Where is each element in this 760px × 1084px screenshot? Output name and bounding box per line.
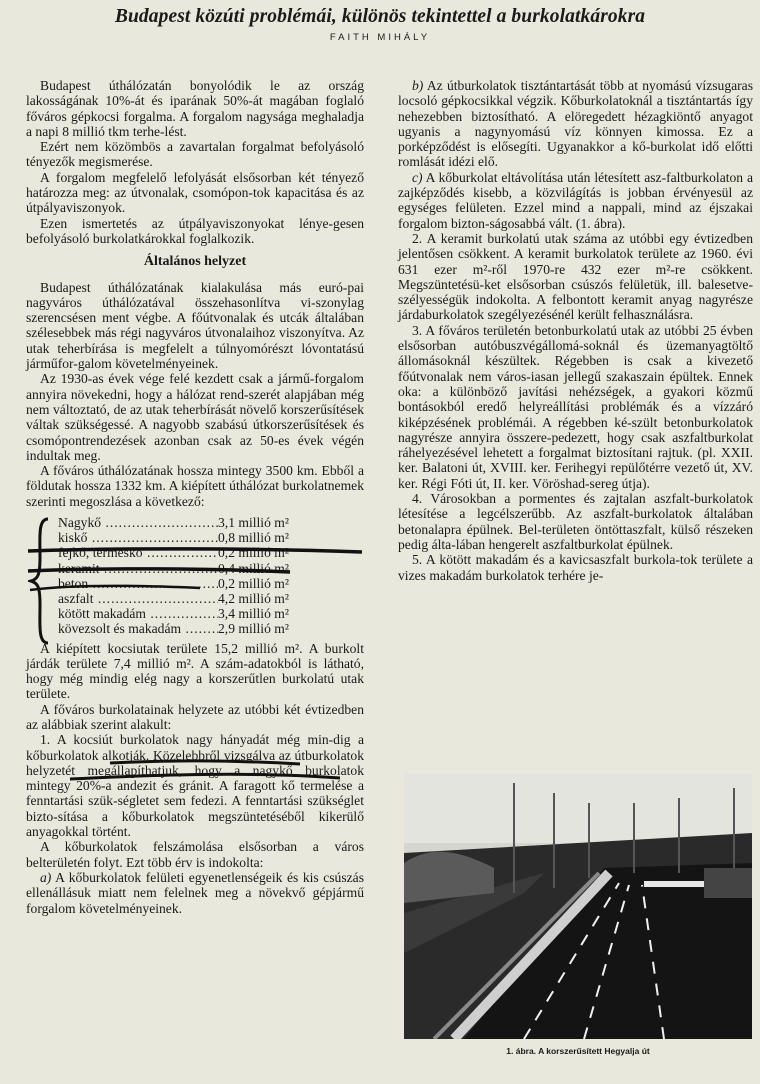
paragraph: A kőburkolatok felszámolása elsősorban a város belterületén folyt. Ezt több érv is indokolta: bbox=[26, 839, 364, 870]
paragraph: 2. A keramit burkolatú utak száma az utóbbi egy évtizedben jelentősen csökkent. A keramit burkolatok területe az 1960. évi 631 ezer m²-ről 1970-re 432 ezer m²-re csökkent. Megszüntetésü-ket elsősorban csúszós felületük, ill. balesetve-szélyességük indokolta. A felbontott keramit anyag nagyrésze járdaburkolatok szegélyezésénél került felhasználásra. bbox=[398, 230, 753, 323]
left-column bbox=[26, 78, 364, 916]
list-item: beton ..... 0,2 millió m² bbox=[58, 576, 364, 591]
paragraph: c) A kőburkolat eltávolítása után létesített asz-faltburkolaton a zajképződés kisebb, a közvilágítás is jobban érvényesül az egységes felületen. Ezzel mind a nappali, mind az éjszakai forgalom bizton-ságosabbá vált. (1. ábra). bbox=[398, 169, 753, 231]
list-item: kötött makadám ..... 3,4 millió m² bbox=[58, 606, 364, 621]
paragraph: A forgalom megfelelő lefolyását elsősorban két tényező határozza meg: az útvonalak, csomópon-tok kapacitása és az útpályaviszonyok. bbox=[26, 169, 364, 216]
paragraph: A kiépített kocsiutak területe 15,2 millió m². A burkolt járdák területe 7,4 millió m². A szám-adatokból is látható, hogy még mindig elég nagy a korszerűtlen burkolatú utak területe. bbox=[26, 640, 364, 702]
paragraph: Az 1930-as évek vége felé kezdett csak a jármű-forgalom annyira növekedni, hogy a hálózat rend-szerét alapjában még nem változtató, de az utak teherbírását növelő korszerűsítések váltak szükségessé. A nagyobb szabású útkorszerűsítések és csomópontrendezések azonban csak az 50-es évek végén indultak meg. bbox=[26, 371, 364, 463]
road-photo bbox=[404, 773, 752, 1039]
paragraph: a) A kőburkolatok felületi egyenetlenségeik és kis csúszás ellenállásuk miatt nem felelnek meg a növekvő gépjármű forgalom követelményeinek. bbox=[26, 869, 364, 916]
list-item: keramit ..... 0,4 millió m² bbox=[58, 561, 364, 576]
paragraph: Budapest úthálózatán bonyolódik le az ország lakosságának 10%-át és iparának 50%-át magában foglaló főváros gépkocsi forgalma. A forgalom nagysága meghaladja a napi 8 millió tkm terhe-lést. bbox=[26, 78, 364, 139]
section-heading: Általános helyzet bbox=[143, 254, 247, 270]
author-name: FAITH MIHÁLY bbox=[329, 32, 431, 43]
list-item: aszfalt ..... 4,2 millió m² bbox=[58, 591, 364, 606]
paragraph: Budapest úthálózatának kialakulása más euró-pai nagyváros úthálózatával összehasonlítva vi-szonylag szerencsésen ment végbe. A főútvonalak és utcák általában szélesebbek más régi nagyváros útvonalaihoz viszonyítva. Az utak teherbírása is megfelelt a túlnyomórészt lóvontatású járműfor-galom követelményeinek. bbox=[26, 279, 364, 372]
paragraph: 1. A kocsiút burkolatok nagy hányadát még min-dig a kőburkolatok alkotják. Közelebbről vizsgálva az útburkolatok helyzetét megállapíthatjuk, hogy a nagykő burkolatok mintegy 20%-a andezit és gránit. A faragott kő termelése a fenntartási szük-ségletet sem fedezi. A fenntartási szükséglet bizto-sítása a kőburkolatok megszüntetéséből kikerülő anyagokkal történt. bbox=[26, 732, 364, 840]
list-item: kiskő ..... 0,8 millió m² bbox=[58, 530, 364, 545]
paragraph: 3. A főváros területén betonburkolatú utak az utóbbi 25 évben elsősorban autóbuszvégállomá-soknál és üzemanyagtöltő állomásoknál készültek. Régebben is csak a kivezető főútvonalak nem város-iasan jellegű szakaszain épültek. Ennek oka: a különböző javítási nehézségek, a gyakori közmű bontásokból eredő helyreállítási problémák és a vízzáró kiképzésének problémái. A régebben ké-szült betonburkolatok nagyrésze annyira összere-pedezett, hogy csak aszfaltburkolat ráhelyezésével lehetett a forgalmat biztosítani rajtuk. (pl. XXII. ker. Balatoni út, XVIII. ker. Ferihegyi repülőtérre vezető út, XV. ker. Régi Fóti út, II. ker. Vöröshad-sereg útja). bbox=[398, 322, 753, 491]
paragraph: A főváros burkolatainak helyzete az utóbbi két évtizedben az alábbiak szerint alakult: bbox=[26, 701, 364, 732]
paragraph: b) Az útburkolatok tisztántartását több at nyomású vízsugaras locsoló gépkocsikkal végzik. Kőburkolatoknál a tisztántartás így nehezebben biztosítható. A elöregedett hézagkiöntő anyagot ugyanis a nagynyomású víz könnyen kimossa. Ez a porképződést is elősegíti. Ugyanakkor a kő-burkolat idő előtti romlását idézi elő. bbox=[398, 78, 753, 170]
list-item: kövezsolt és makadám ..... 2,9 millió m² bbox=[58, 621, 364, 636]
brace-mark bbox=[28, 517, 52, 645]
paragraph: A főváros úthálózatának hossza mintegy 3500 km. Ebből a földutak hossza 1332 km. A kiépített úthálózat burkolatnemek szerinti megoszlása a következő: bbox=[26, 463, 364, 509]
list-item: fejkő, terméskő ..... 0,2 millió m² bbox=[58, 545, 364, 560]
paragraph: Ezen ismertetés az útpályaviszonyokat lénye-gesen befolyásoló burkolatkárokkal foglalkozik. bbox=[26, 215, 364, 246]
right-column bbox=[398, 78, 753, 583]
paragraph: Ezért nem közömbös a zavartalan forgalmat befolyásoló tényezők megismerése. bbox=[26, 139, 364, 170]
figure-caption: 1. ábra. A korszerűsített Hegyalja út bbox=[506, 1046, 650, 1056]
article-title: Budapest közúti problémái, különös tekintettel a burkolatkárokra bbox=[114, 6, 646, 27]
list-item: Nagykő ..... 3,1 millió m² bbox=[58, 515, 364, 530]
paragraph: 4. Városokban a pormentes és zajtalan aszfalt-burkolatok létesítése a legcélszerűbb. Az aszfalt-burkolatok általában betonalapra épülnek. Bel-területen öntöttaszfalt, külső részeken pedig álta-lában hengerelt aszfaltburkolat épülnek. bbox=[398, 491, 753, 552]
paragraph: 5. A kötött makadám és a kavicsaszfalt burkola-tok területe a vizes makadám burkolatok terhére je- bbox=[398, 552, 753, 583]
pavement-list bbox=[58, 515, 364, 637]
